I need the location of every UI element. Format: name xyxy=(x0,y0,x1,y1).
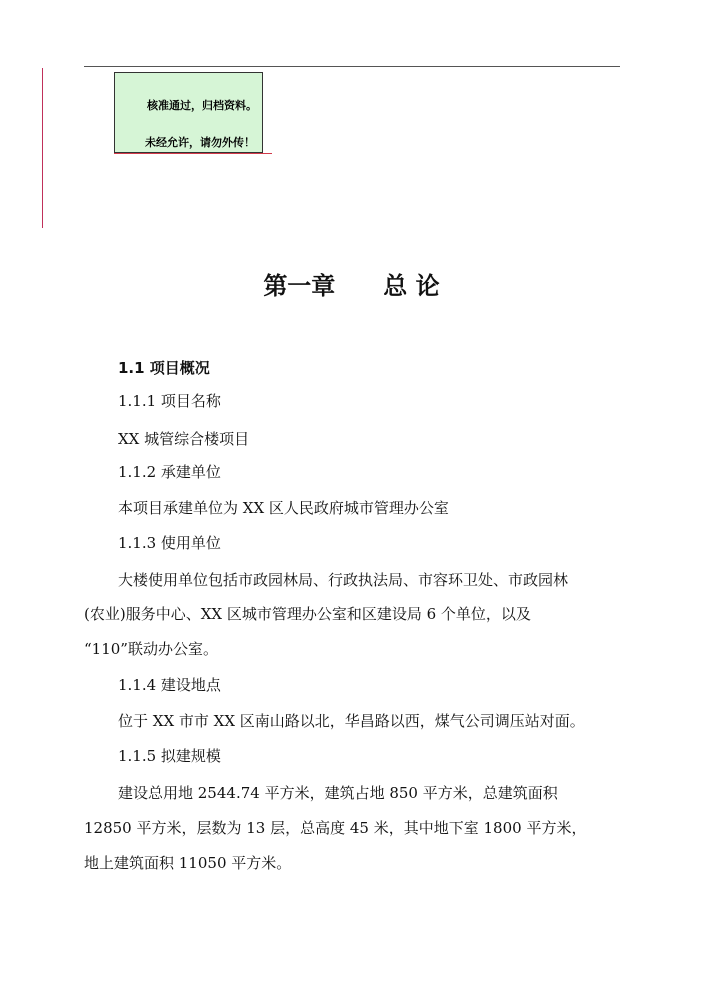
section-heading-1-1-4: 1.1.4 建设地点 xyxy=(118,676,221,694)
section-heading-1-1: 1.1 项目概况 xyxy=(118,359,210,377)
chapter-title: 第一章 总 论 xyxy=(263,272,440,300)
section-heading-1-1-1: 1.1.1 项目名称 xyxy=(118,392,221,410)
stamp-line-approved: 核准通过，归档资料。 xyxy=(147,99,257,112)
users-text-line-2: (农业)服务中心、XX 区城市管理办公室和区建设局 6 个单位，以及 xyxy=(84,605,531,623)
users-text-line-1: 大楼使用单位包括市政园林局、行政执法局、市容环卫处、市政园林 xyxy=(118,571,569,589)
scale-text-line-3: 地上建筑面积 11050 平方米。 xyxy=(84,854,292,872)
scale-text-line-1: 建设总用地 2544.74 平方米，建筑占地 850 平方米，总建筑面积 xyxy=(118,784,558,802)
scale-text-line-2: 12850 平方米，层数为 13 层，总高度 45 米，其中地下室 1800 平方米， xyxy=(84,819,587,837)
margin-mark xyxy=(42,68,43,228)
section-heading-1-1-5: 1.1.5 拟建规模 xyxy=(118,747,221,765)
header-rule xyxy=(84,66,620,67)
project-name-text: XX 城管综合楼项目 xyxy=(118,430,250,448)
approval-stamp xyxy=(114,72,263,153)
builder-text: 本项目承建单位为 XX 区人民政府城市管理办公室 xyxy=(118,499,449,517)
section-heading-1-1-3: 1.1.3 使用单位 xyxy=(118,534,221,552)
section-heading-1-1-2: 1.1.2 承建单位 xyxy=(118,463,221,481)
stamp-line-confidential: 未经允许，请勿外传！ xyxy=(145,136,255,149)
location-text: 位于 XX 市市 XX 区南山路以北，华昌路以西，煤气公司调压站对面。 xyxy=(118,712,585,730)
stamp-underline xyxy=(114,153,272,154)
users-text-line-3: “110”联动办公室。 xyxy=(84,640,218,658)
